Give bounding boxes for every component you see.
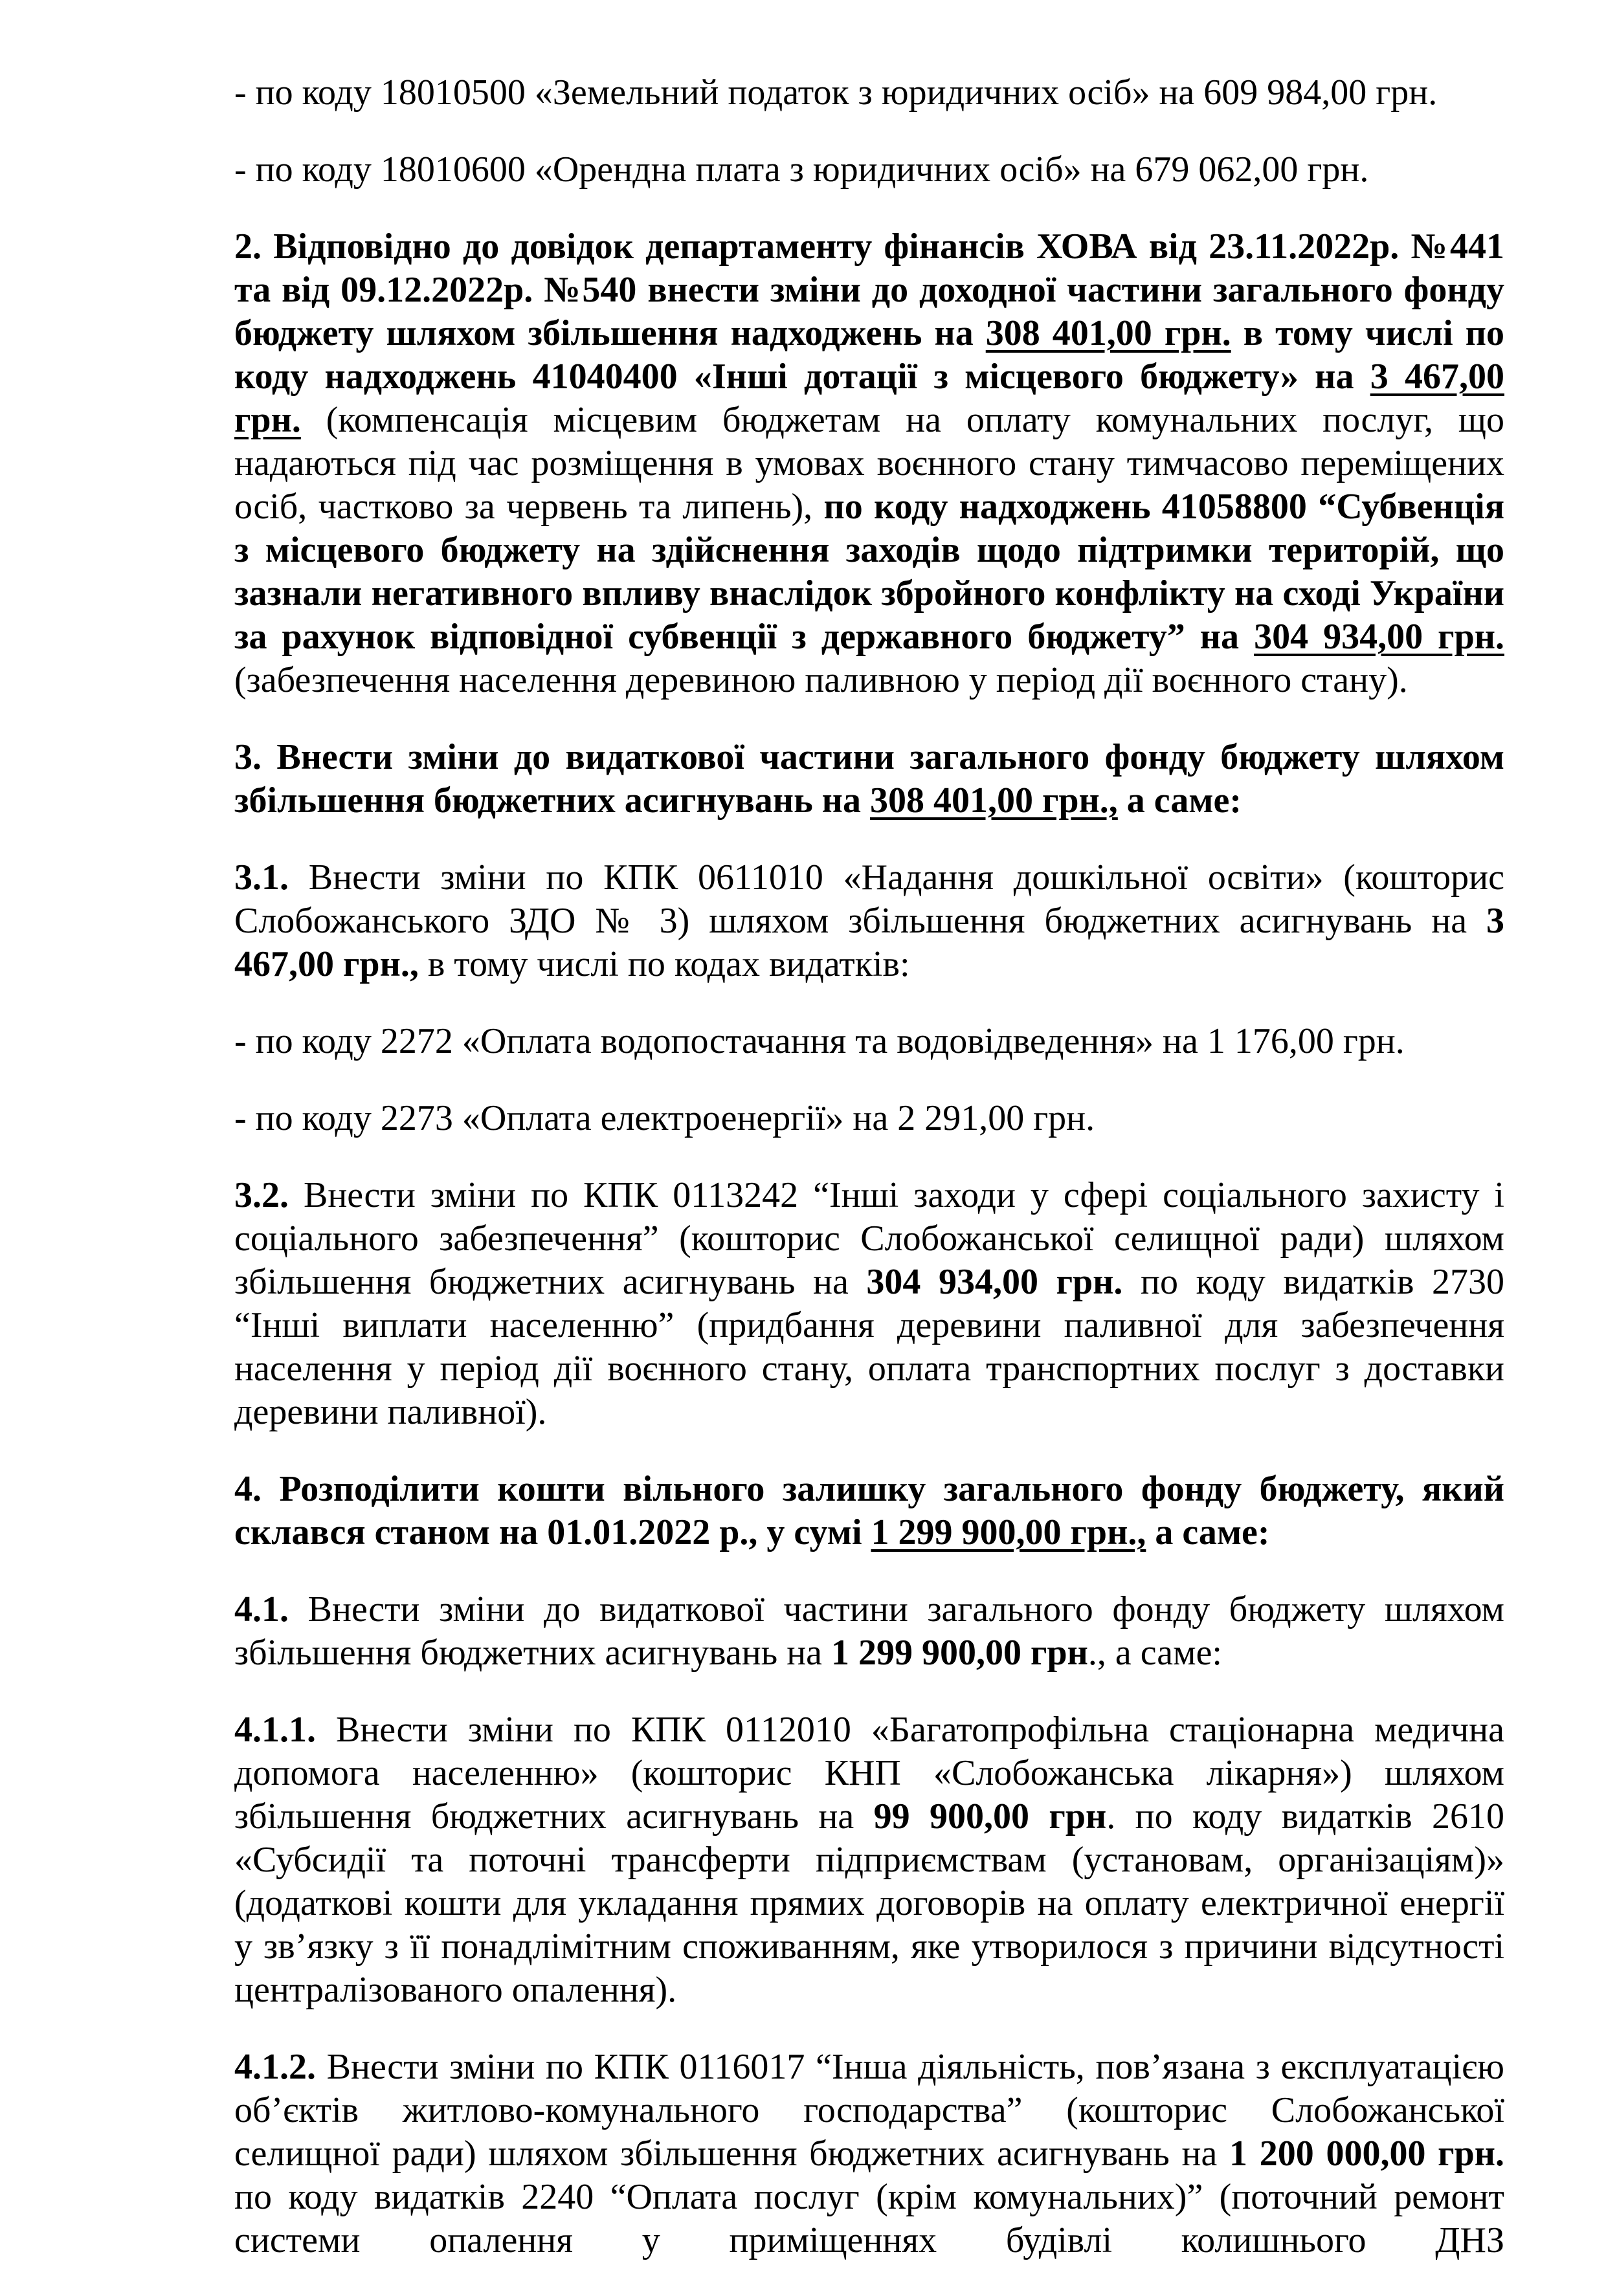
paragraph: [234, 71, 1504, 115]
bold-text: а саме:: [1117, 780, 1242, 821]
paragraph: [234, 1708, 1504, 2012]
bold-text: 4. Розподілити кошти вільного залишку загального фонду бюджету, який склався станом на 01.01.2022 р., у сумі: [234, 1469, 1504, 1552]
bold-text: 1 200 000,00 грн.: [1229, 2134, 1504, 2174]
text-segment: Внести зміни по КПК 0611010 «Надання дошкільної освіти» (кошторис Слобожанського ЗДО № 3) шляхом збільшення бюджетних асигнувань на: [234, 857, 1504, 941]
underlined-amount: 308 401,00 грн.,: [869, 780, 1118, 821]
bold-text: 4.1.1.: [234, 1710, 316, 1750]
paragraph: [234, 148, 1504, 192]
text-segment: (компенсація місцевим бюджетам на оплату комунальних послуг, що надаються під час розміщення в умовах воєнного стану тимчасово переміщених осіб, частково за червень та липень),: [234, 400, 1504, 527]
underlined-amount: 308 401,00 грн.: [985, 313, 1231, 353]
text-segment: . по коду видатків 2610 «Субсидії та поточні трансферти підприємствам (установам, організаціям)» (додаткові кошти для укладання прямих договорів на оплату електричної енергії у зв’язку з її понадлімітним споживанням, яке утворилося з причини відсутності централізованого опалення).: [234, 1796, 1505, 2010]
text-segment: - по коду 2273 «Оплата електроенергії» на 2 291,00 грн.: [234, 1098, 1095, 1138]
paragraph: [234, 1174, 1504, 1434]
text-segment: ., а саме:: [1087, 1633, 1222, 1673]
underlined-amount: 1 299 900,00 грн.,: [871, 1512, 1146, 1552]
paragraph: [234, 1588, 1504, 1675]
bold-text: в тому числі по коду надходжень 41040400 «Інші дотації з місцевого бюджету» на: [234, 313, 1504, 397]
underlined-amount: 3 467,00 грн.: [234, 357, 1505, 440]
document-page: [234, 71, 1504, 2296]
bold-text: а саме:: [1146, 1512, 1270, 1552]
paragraph: [234, 1468, 1504, 1554]
text-segment: Внести зміни до видаткової частини загального фонду бюджету шляхом збільшення бюджетних асигнувань на: [234, 1589, 1504, 1673]
paragraph: [234, 225, 1504, 702]
bold-text: по коду надходжень 41058800 “Субвенція з місцевого бюджету на здійснення заходів щодо підтримки територій, що зазнали негативного впливу внаслідок збройного конфлікту на сході України за рахунок відповідної субвенції з державного бюджету” на: [234, 487, 1504, 657]
text-segment: - по коду 18010600 «Орендна плата з юридичних осіб» на 679 062,00 грн.: [234, 149, 1369, 190]
paragraph: [234, 736, 1504, 822]
text-segment: Внести зміни по КПК 0116017 “Інша діяльність, пов’язана з експлуатацією об’єктів житлово-комунального господарства” (кошторис Слобожанської селищної ради) шляхом збільшення бюджетних асигнувань на: [234, 2047, 1504, 2174]
bold-text: 3.2.: [234, 1175, 289, 1215]
text-segment: по коду видатків 2240 “Оплата послуг (крім комунальних)” (поточний ремонт системи опалення у приміщеннях будівлі колишнього ДНЗ: [234, 2177, 1504, 2260]
bold-text: 3. Внести зміни до видаткової частини загального фонду бюджету шляхом збільшення бюджетних асигнувань на: [234, 737, 1504, 821]
underlined-amount: 304 934,00 грн.: [1254, 617, 1504, 657]
bold-text: 99 900,00 грн: [873, 1796, 1107, 1837]
bold-text: 1 299 900,00 грн: [831, 1633, 1088, 1673]
bold-text: 3 467,00 грн.,: [234, 901, 1504, 984]
bold-text: 3.1.: [234, 857, 289, 898]
text-segment: - по коду 2272 «Оплата водопостачання та водовідведення» на 1 176,00 грн.: [234, 1021, 1405, 1061]
paragraph: [234, 1020, 1504, 1063]
text-segment: Внести зміни по КПК 0113242 “Інші заходи у сфері соціального захисту і соціального забезпечення” (кошторис Слобожанської селищної ради) шляхом збільшення бюджетних асигнувань на: [234, 1175, 1504, 1302]
paragraph: [234, 1097, 1504, 1140]
paragraph: [234, 2046, 1504, 2262]
text-segment: Внести зміни по КПК 0112010 «Багатопрофільна стаціонарна медична допомога населенню» (кошторис КНП «Слобожанська лікарня») шляхом збільшення бюджетних асигнувань на: [234, 1710, 1504, 1837]
text-segment: в тому числі по кодах видатків:: [418, 944, 910, 984]
bold-text: 2. Відповідно до довідок департаменту фінансів ХОВА від 23.11.2022р. №441 та від 09.12.2022р. №540 внести зміни до доходної частини загального фонду бюджету шляхом збільшення надходжень на: [234, 226, 1504, 353]
paragraph: [234, 856, 1504, 986]
text-segment: по коду видатків 2730 “Інші виплати населенню” (придбання деревини паливної для забезпечення населення у період дії воєнного стану, оплата транспортних послуг з доставки деревини паливної).: [234, 1262, 1505, 1432]
text-segment: (забезпечення населення деревиною паливною у період дії воєнного стану).: [234, 660, 1408, 700]
bold-text: 4.1.: [234, 1589, 289, 1629]
text-segment: - по коду 18010500 «Земельний податок з юридичних осіб» на 609 984,00 грн.: [234, 72, 1438, 113]
bold-text: 4.1.2.: [234, 2047, 316, 2087]
bold-text: 304 934,00 грн.: [866, 1262, 1123, 1302]
